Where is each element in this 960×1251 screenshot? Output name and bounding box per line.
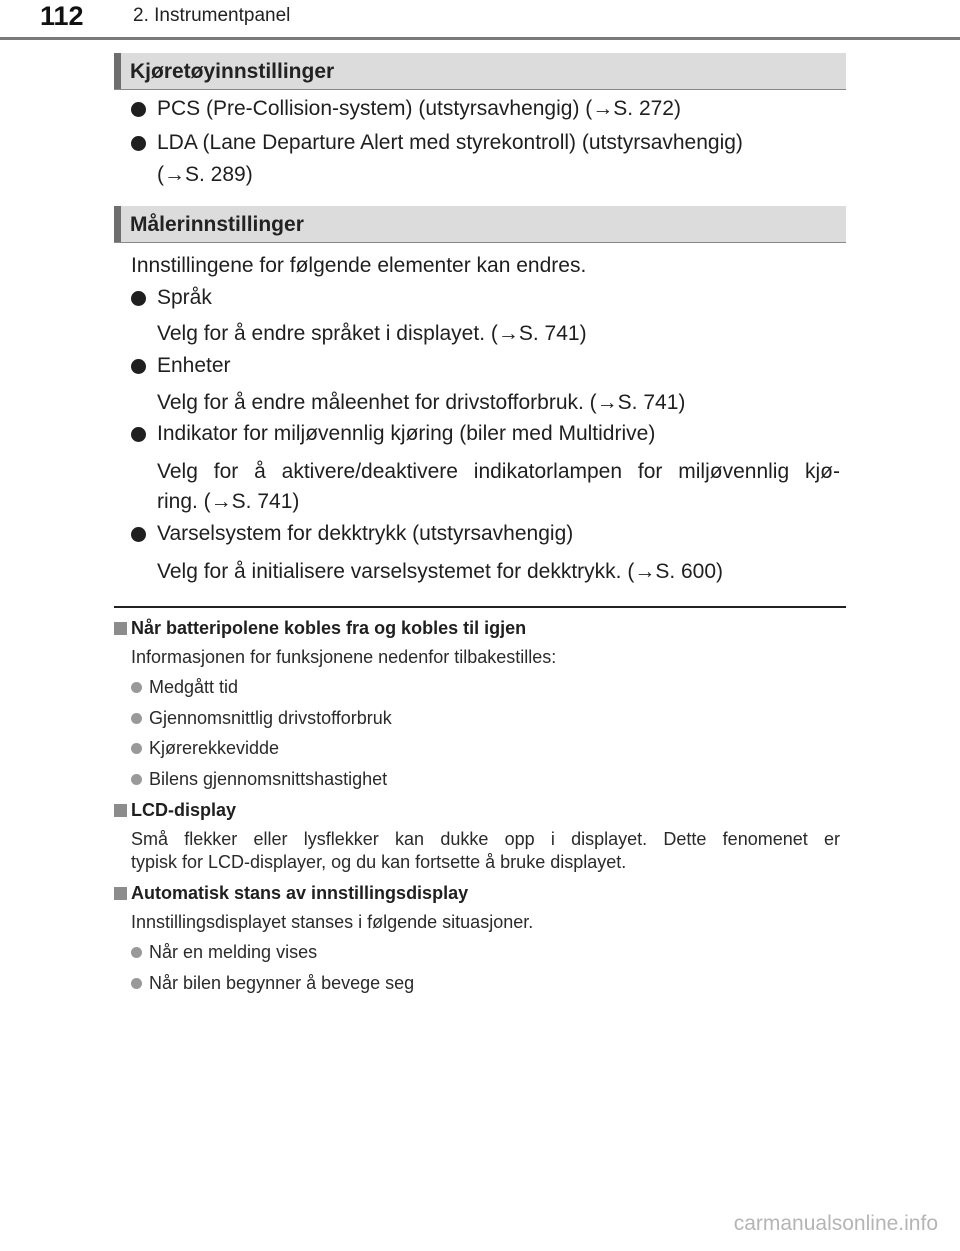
note-square-icon <box>114 887 127 900</box>
meter-item-desc-cont: ring. (→S. 741) <box>157 490 300 513</box>
section-heading-meter <box>114 206 846 243</box>
small-bullet-icon <box>131 978 142 989</box>
header-rule <box>0 37 960 40</box>
note-list-item: Medgått tid <box>149 677 239 697</box>
small-bullet-icon <box>131 774 142 785</box>
bullet-icon <box>131 427 146 442</box>
meter-item-label: Enheter <box>157 354 231 377</box>
note-square-icon <box>114 804 127 817</box>
note-heading: Når batteripolene kobles fra og kobles til igjen <box>131 618 527 638</box>
note-heading: LCD-display <box>131 800 237 820</box>
vehicle-item: PCS (Pre-Collision-system) (utstyrsavhengig) (→S. 272) <box>157 97 681 120</box>
note-heading: Automatisk stans av innstillingsdisplay <box>131 883 469 903</box>
bullet-icon <box>131 291 146 306</box>
meter-intro: Innstillingene for følgende elementer kan endres. <box>131 254 587 277</box>
section-heading-label: Kjøretøyinnstillinger <box>130 60 335 83</box>
small-bullet-icon <box>131 682 142 693</box>
note-square-icon <box>114 622 127 635</box>
meter-item-desc: Velg for å aktivere/deaktivere indikatorlampen for miljøvennlig kjø- <box>157 460 840 483</box>
note-list-item: Bilens gjennomsnittshastighet <box>149 769 388 789</box>
bullet-icon <box>131 527 146 542</box>
note-list-item: Gjennomsnittlig drivstofforbruk <box>149 708 392 728</box>
meter-item-label: Indikator for miljøvennlig kjøring (biler med Multidrive) <box>157 422 656 445</box>
vehicle-item-ref: (→S. 289) <box>157 163 253 186</box>
note-text: Informasjonen for funksjonene nedenfor tilbakestilles: <box>131 647 557 667</box>
chapter-title: 2. Instrumentpanel <box>133 5 291 26</box>
small-bullet-icon <box>131 713 142 724</box>
meter-item-desc: Velg for å endre måleenhet for drivstofforbruk. (→S. 741) <box>157 391 686 414</box>
bullet-icon <box>131 136 146 151</box>
bullet-icon <box>131 359 146 374</box>
meter-item-label: Språk <box>157 286 212 309</box>
section-heading-label: Målerinnstillinger <box>130 213 304 236</box>
note-text: Små flekker eller lysflekker kan dukke opp i displayet. Dette fenomenet er <box>131 829 840 849</box>
note-text: Innstillingsdisplayet stanses i følgende situasjoner. <box>131 912 534 932</box>
note-text: typisk for LCD-displayer, og du kan fortsette å bruke displayet. <box>131 852 627 872</box>
meter-item-desc: Velg for å endre språket i displayet. (→S. 741) <box>157 322 587 345</box>
small-bullet-icon <box>131 947 142 958</box>
meter-item-label: Varselsystem for dekktrykk (utstyrsavhengig) <box>157 522 574 545</box>
notes-divider <box>114 606 846 608</box>
note-list-item: Kjørerekkevidde <box>149 738 280 758</box>
bullet-icon <box>131 102 146 117</box>
meter-item-desc: Velg for å initialisere varselsystemet for dekktrykk. (→S. 600) <box>157 560 724 583</box>
note-list-item: Når bilen begynner å bevege seg <box>149 973 415 993</box>
note-list-item: Når en melding vises <box>149 942 318 962</box>
page-number: 112 <box>40 1 84 31</box>
vehicle-item: LDA (Lane Departure Alert med styrekontroll) (utstyrsavhengig) <box>157 131 743 154</box>
small-bullet-icon <box>131 743 142 754</box>
section-heading-vehicle <box>114 53 846 90</box>
watermark: carmanualsonline.info <box>733 1212 938 1235</box>
